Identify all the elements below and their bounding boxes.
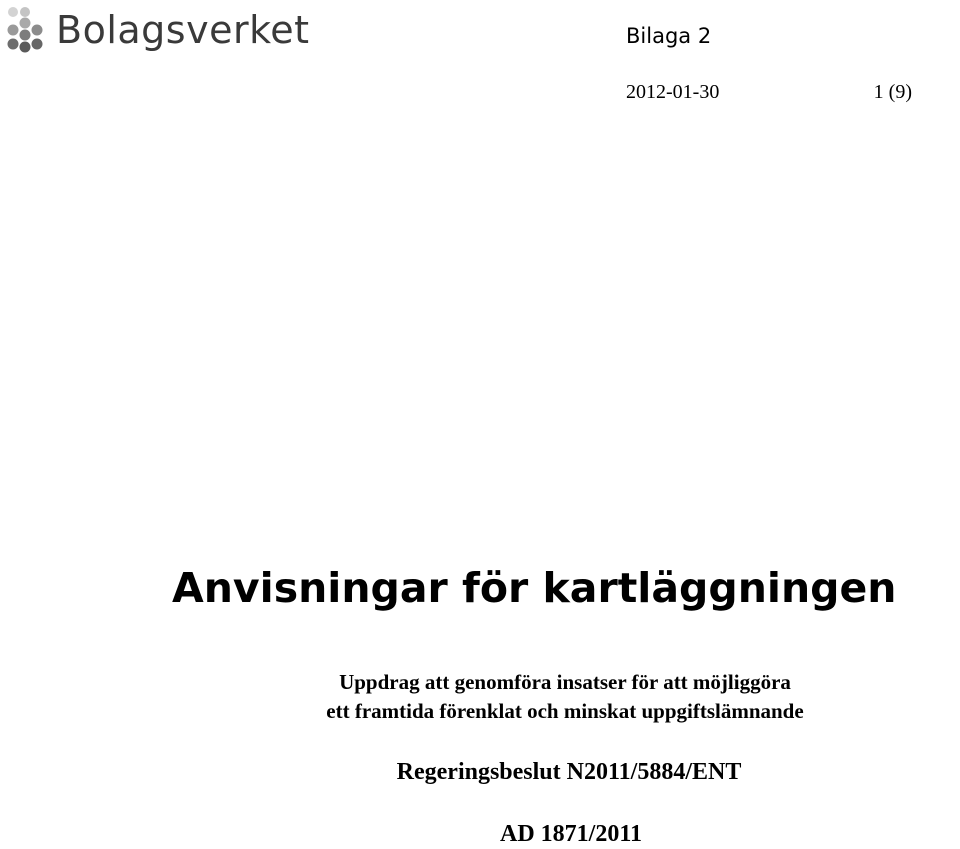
document-title: Anvisningar för kartläggningen: [172, 564, 897, 612]
document-subtitle: [170, 668, 960, 726]
page-number: 1 (9): [873, 81, 912, 103]
attachment-label: Bilaga 2: [626, 24, 712, 48]
bolagsverket-dots-icon: [4, 4, 48, 56]
subtitle-line: Uppdrag att genomföra insatser för att möjliggöra: [339, 670, 791, 694]
government-decision: Regeringsbeslut N2011/5884/ENT: [396, 759, 742, 785]
subtitle-line: ett framtida förenklat och minskat uppgiftslämnande: [326, 699, 804, 723]
document-date: 2012-01-30: [626, 81, 720, 103]
reference-number: AD 1871/2011: [499, 821, 642, 847]
bolagsverket-logo: [4, 4, 310, 56]
logo-wordmark: Bolagsverket: [56, 8, 310, 52]
